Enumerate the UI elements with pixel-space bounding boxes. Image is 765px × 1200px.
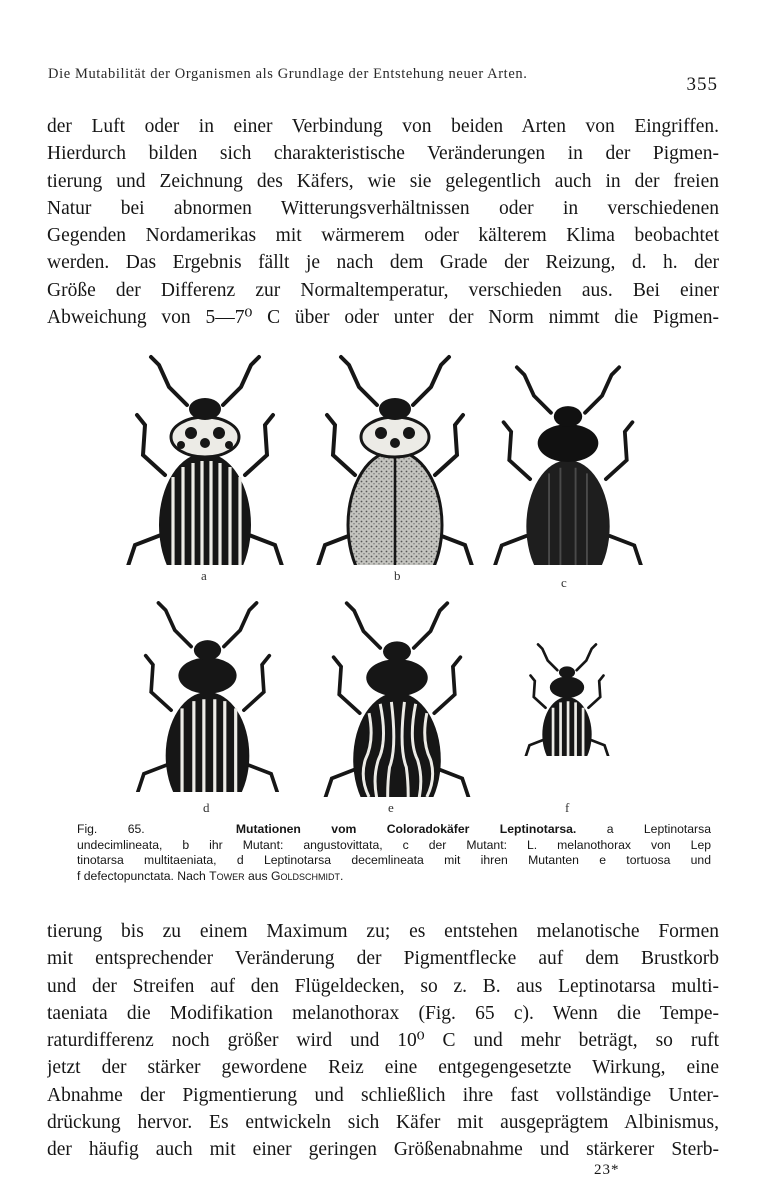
caption-line: undecimlineata, b ihr Mutant: angustovittata, c der Mutant: L. melanothorax von Lep <box>77 837 711 852</box>
text-line: Größe der Differenz zur Normaltemperatur, verschieden aus. Bei einer <box>47 279 719 301</box>
figure-label-e: e <box>388 800 394 815</box>
beetle-f-illustration <box>512 638 622 756</box>
text-line: jetzt der stärker gewordene Reiz eine entgegengesetzte Wirkung, eine <box>47 1057 719 1079</box>
body-paragraph-top <box>47 113 719 331</box>
caption-line: tinotarsa multitaeniata, d Leptinotarsa decemlineata mit ihren Mutanten e tortuosa und <box>77 853 711 868</box>
text-line: Abweichung von 5—7⁰ C über oder unter der Norm nimmt die Pigmen- <box>47 307 719 329</box>
caption-text: aus <box>247 868 268 883</box>
text-line: und der Streifen auf den Flügeldecken, so z. B. aus Leptinotarsa multi- <box>47 975 719 997</box>
figure-label-a: a <box>201 568 207 583</box>
beetle-b-illustration <box>300 340 490 565</box>
running-head <box>48 66 718 96</box>
text-line: raturdifferenz noch größer wird und 10⁰ C und mehr beträgt, so ruft <box>47 1030 719 1052</box>
beetle-figure <box>0 330 765 820</box>
page-number: 355 <box>686 74 718 95</box>
caption-heading: Mutationen vom Coloradokäfer Leptinotarsa. <box>235 822 577 836</box>
figure-number: Fig. 65. <box>77 822 145 836</box>
figure-caption <box>77 822 711 884</box>
author-goldschmidt: Goldschmidt. <box>271 868 344 883</box>
body-paragraph-bottom <box>47 918 719 1164</box>
text-line: Abnahme der Pigmentierung und schließlich ihre fast vollständige Unter- <box>47 1084 719 1106</box>
caption-line <box>77 869 711 885</box>
text-line: Natur bei abnormen Witterungsverhältnissen oder in verschiedenen <box>47 197 719 219</box>
figure-label-b: b <box>394 568 401 583</box>
author-tower: Tower <box>209 868 245 883</box>
text-line: werden. Das Ergebnis fällt je nach dem Grade der Reizung, d. h. der <box>47 252 719 274</box>
text-line: Gegenden Nordamerikas mit wärmerem oder kälterem Klima beobachtet <box>47 225 719 247</box>
text-line: der Luft oder in einer Verbindung von beiden Arten von Eingriffen. <box>47 116 719 137</box>
text-line: tierung bis zu einem Maximum zu; es entstehen melanotische Formen <box>47 921 719 942</box>
figure-label-f: f <box>565 800 570 815</box>
text-line: tierung und Zeichnung des Käfers, wie sie gelegentlich auch in der freien <box>47 170 719 192</box>
running-title: Die Mutabilität der Organismen als Grundlage der Entstehung neuer Arten. <box>48 66 528 82</box>
text-line: mit entsprechender Veränderung der Pigmentflecke auf dem Brustkorb <box>47 948 719 970</box>
figure-label-d: d <box>203 800 210 815</box>
beetle-c-illustration <box>478 360 658 565</box>
beetle-e-illustration <box>302 592 492 797</box>
figure-label-c: c <box>561 575 567 590</box>
beetle-d-illustration <box>115 592 300 792</box>
signature-mark: 23* <box>594 1162 620 1178</box>
caption-line <box>77 822 711 838</box>
text-line: der häufig auch mit einer geringen Größenabnahme und stärkerer Sterb- <box>47 1139 719 1161</box>
text-line: Hierdurch bilden sich charakteristische Veränderungen in der Pigmen- <box>47 143 719 165</box>
caption-text: a Leptinotarsa <box>606 822 711 836</box>
caption-text: f defectopunctata. Nach <box>77 868 206 883</box>
text-line: taeniata die Modifikation melanothorax (Fig. 65 c). Wenn die Tempe- <box>47 1002 719 1024</box>
beetle-a-illustration <box>110 340 300 565</box>
text-line: drückung hervor. Es entwickeln sich Käfer mit ausgeprägtem Albinismus, <box>47 1112 719 1134</box>
